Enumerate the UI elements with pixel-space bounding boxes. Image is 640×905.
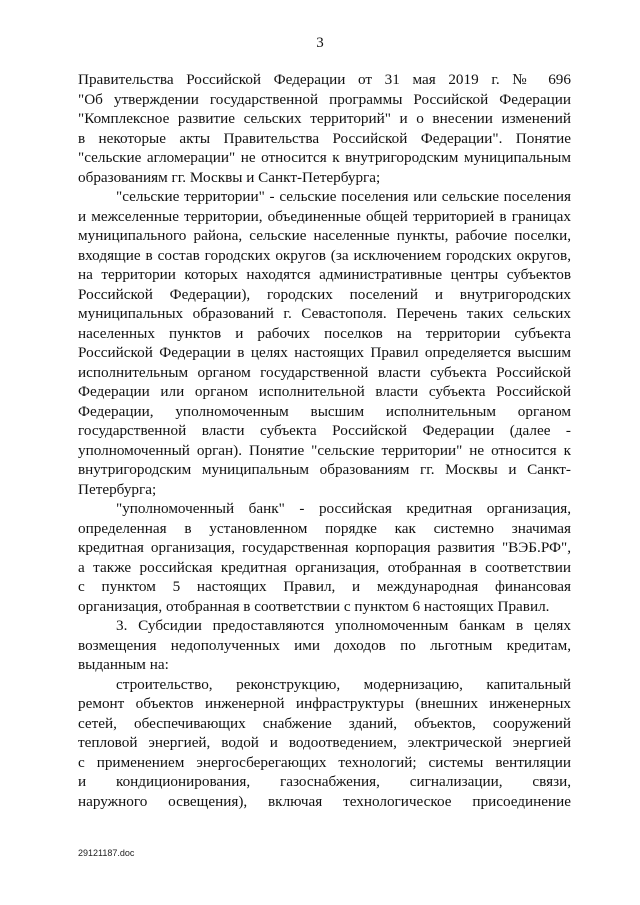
body-line: наружного освещения), включая технологическое присоединение bbox=[78, 792, 571, 810]
body-line: ремонт объектов инженерной инфраструктуры (внешних инженерных bbox=[78, 695, 571, 712]
body-line: Петербурга; bbox=[78, 480, 157, 498]
body-line: муниципальных образований г. Севастополя. Перечень таких сельских bbox=[78, 305, 571, 322]
body-line: Российской Федерации), городских поселений и внутригородских bbox=[78, 285, 571, 303]
footer-document-ref: 29121187.doc bbox=[78, 848, 135, 858]
body-line: "Комплексное развитие сельских территорий" и о внесении изменений bbox=[78, 110, 571, 127]
body-line: сетей, обеспечивающих снабжение зданий, объектов, сооружений bbox=[78, 714, 571, 732]
document-body bbox=[78, 70, 571, 811]
body-line: а также российская кредитная организация, отобранная в соответствии bbox=[78, 558, 571, 576]
body-line: определенная в установленном порядке как системно значимая bbox=[78, 519, 571, 537]
clause-3-item: строительство, реконструкцию, модернизацию, капитальный bbox=[116, 675, 571, 693]
body-line: исполнительным органом государственной власти субъекта Российской bbox=[78, 363, 571, 381]
body-line: Российской Федерации в целях настоящих Правил определяется высшим bbox=[78, 344, 571, 361]
body-line: с применением энергосберегающих технологий; системы вентиляции bbox=[78, 753, 571, 771]
clause-3: 3. Субсидии предоставляются уполномоченным банкам в целях bbox=[116, 617, 571, 634]
body-line: в некоторые акты Правительства Российской Федерации". Понятие bbox=[78, 129, 571, 147]
body-line: "сельские агломерации" не относится к внутригородским муниципальным bbox=[78, 149, 571, 166]
body-line: населенных пунктов и рабочих поселков на территории субъекта bbox=[78, 324, 571, 342]
body-line: на территории которых находятся административные центры субъектов bbox=[78, 266, 571, 283]
body-line: уполномоченный орган). Понятие "сельские территории" не относится к bbox=[78, 441, 571, 459]
body-line: внутригородским муниципальным образованиям гг. Москвы и Санкт- bbox=[78, 461, 571, 478]
body-line: входящие в состав городских округов (за исключением городских округов, bbox=[78, 246, 571, 264]
body-line: и кондиционирования, газоснабжения, сигнализации, связи, bbox=[78, 773, 571, 790]
body-line: государственной власти субъекта Российской Федерации (далее - bbox=[78, 422, 571, 439]
page-number: 3 bbox=[316, 35, 324, 51]
body-line: тепловой энергией, водой и водоотведением, электрической энергией bbox=[78, 734, 571, 751]
body-line: выданным на: bbox=[78, 656, 169, 673]
definition-rural-territories: "сельские территории" - сельские поселения или сельские поселения bbox=[116, 188, 571, 205]
body-line: муниципального района, сельские населенные пункты, рабочие поселки, bbox=[78, 227, 571, 244]
body-line: с пунктом 5 настоящих Правил, и международная финансовая bbox=[78, 578, 571, 595]
body-line: организация, отобранная в соответствии с пунктом 6 настоящих Правил. bbox=[78, 597, 550, 615]
body-line: Федерации, уполномоченным высшим исполнительным органом bbox=[78, 402, 571, 420]
body-line: образованиям гг. Москвы и Санкт-Петербурга; bbox=[78, 168, 381, 186]
body-line: возмещения недополученных ими доходов по льготным кредитам, bbox=[78, 636, 571, 654]
body-line: Правительства Российской Федерации от 31 мая 2019 г. № 696 bbox=[78, 71, 571, 88]
body-line: "Об утверждении государственной программы Российской Федерации bbox=[78, 90, 571, 108]
definition-authorized-bank: "уполномоченный банк" - российская кредитная организация, bbox=[116, 500, 571, 517]
body-line: и межселенные территории, объединенные общей территорией в границах bbox=[78, 207, 571, 225]
body-line: Федерации или органом исполнительной власти субъекта Российской bbox=[78, 383, 571, 400]
body-line: кредитная организация, государственная корпорация развития "ВЭБ.РФ", bbox=[78, 539, 571, 556]
